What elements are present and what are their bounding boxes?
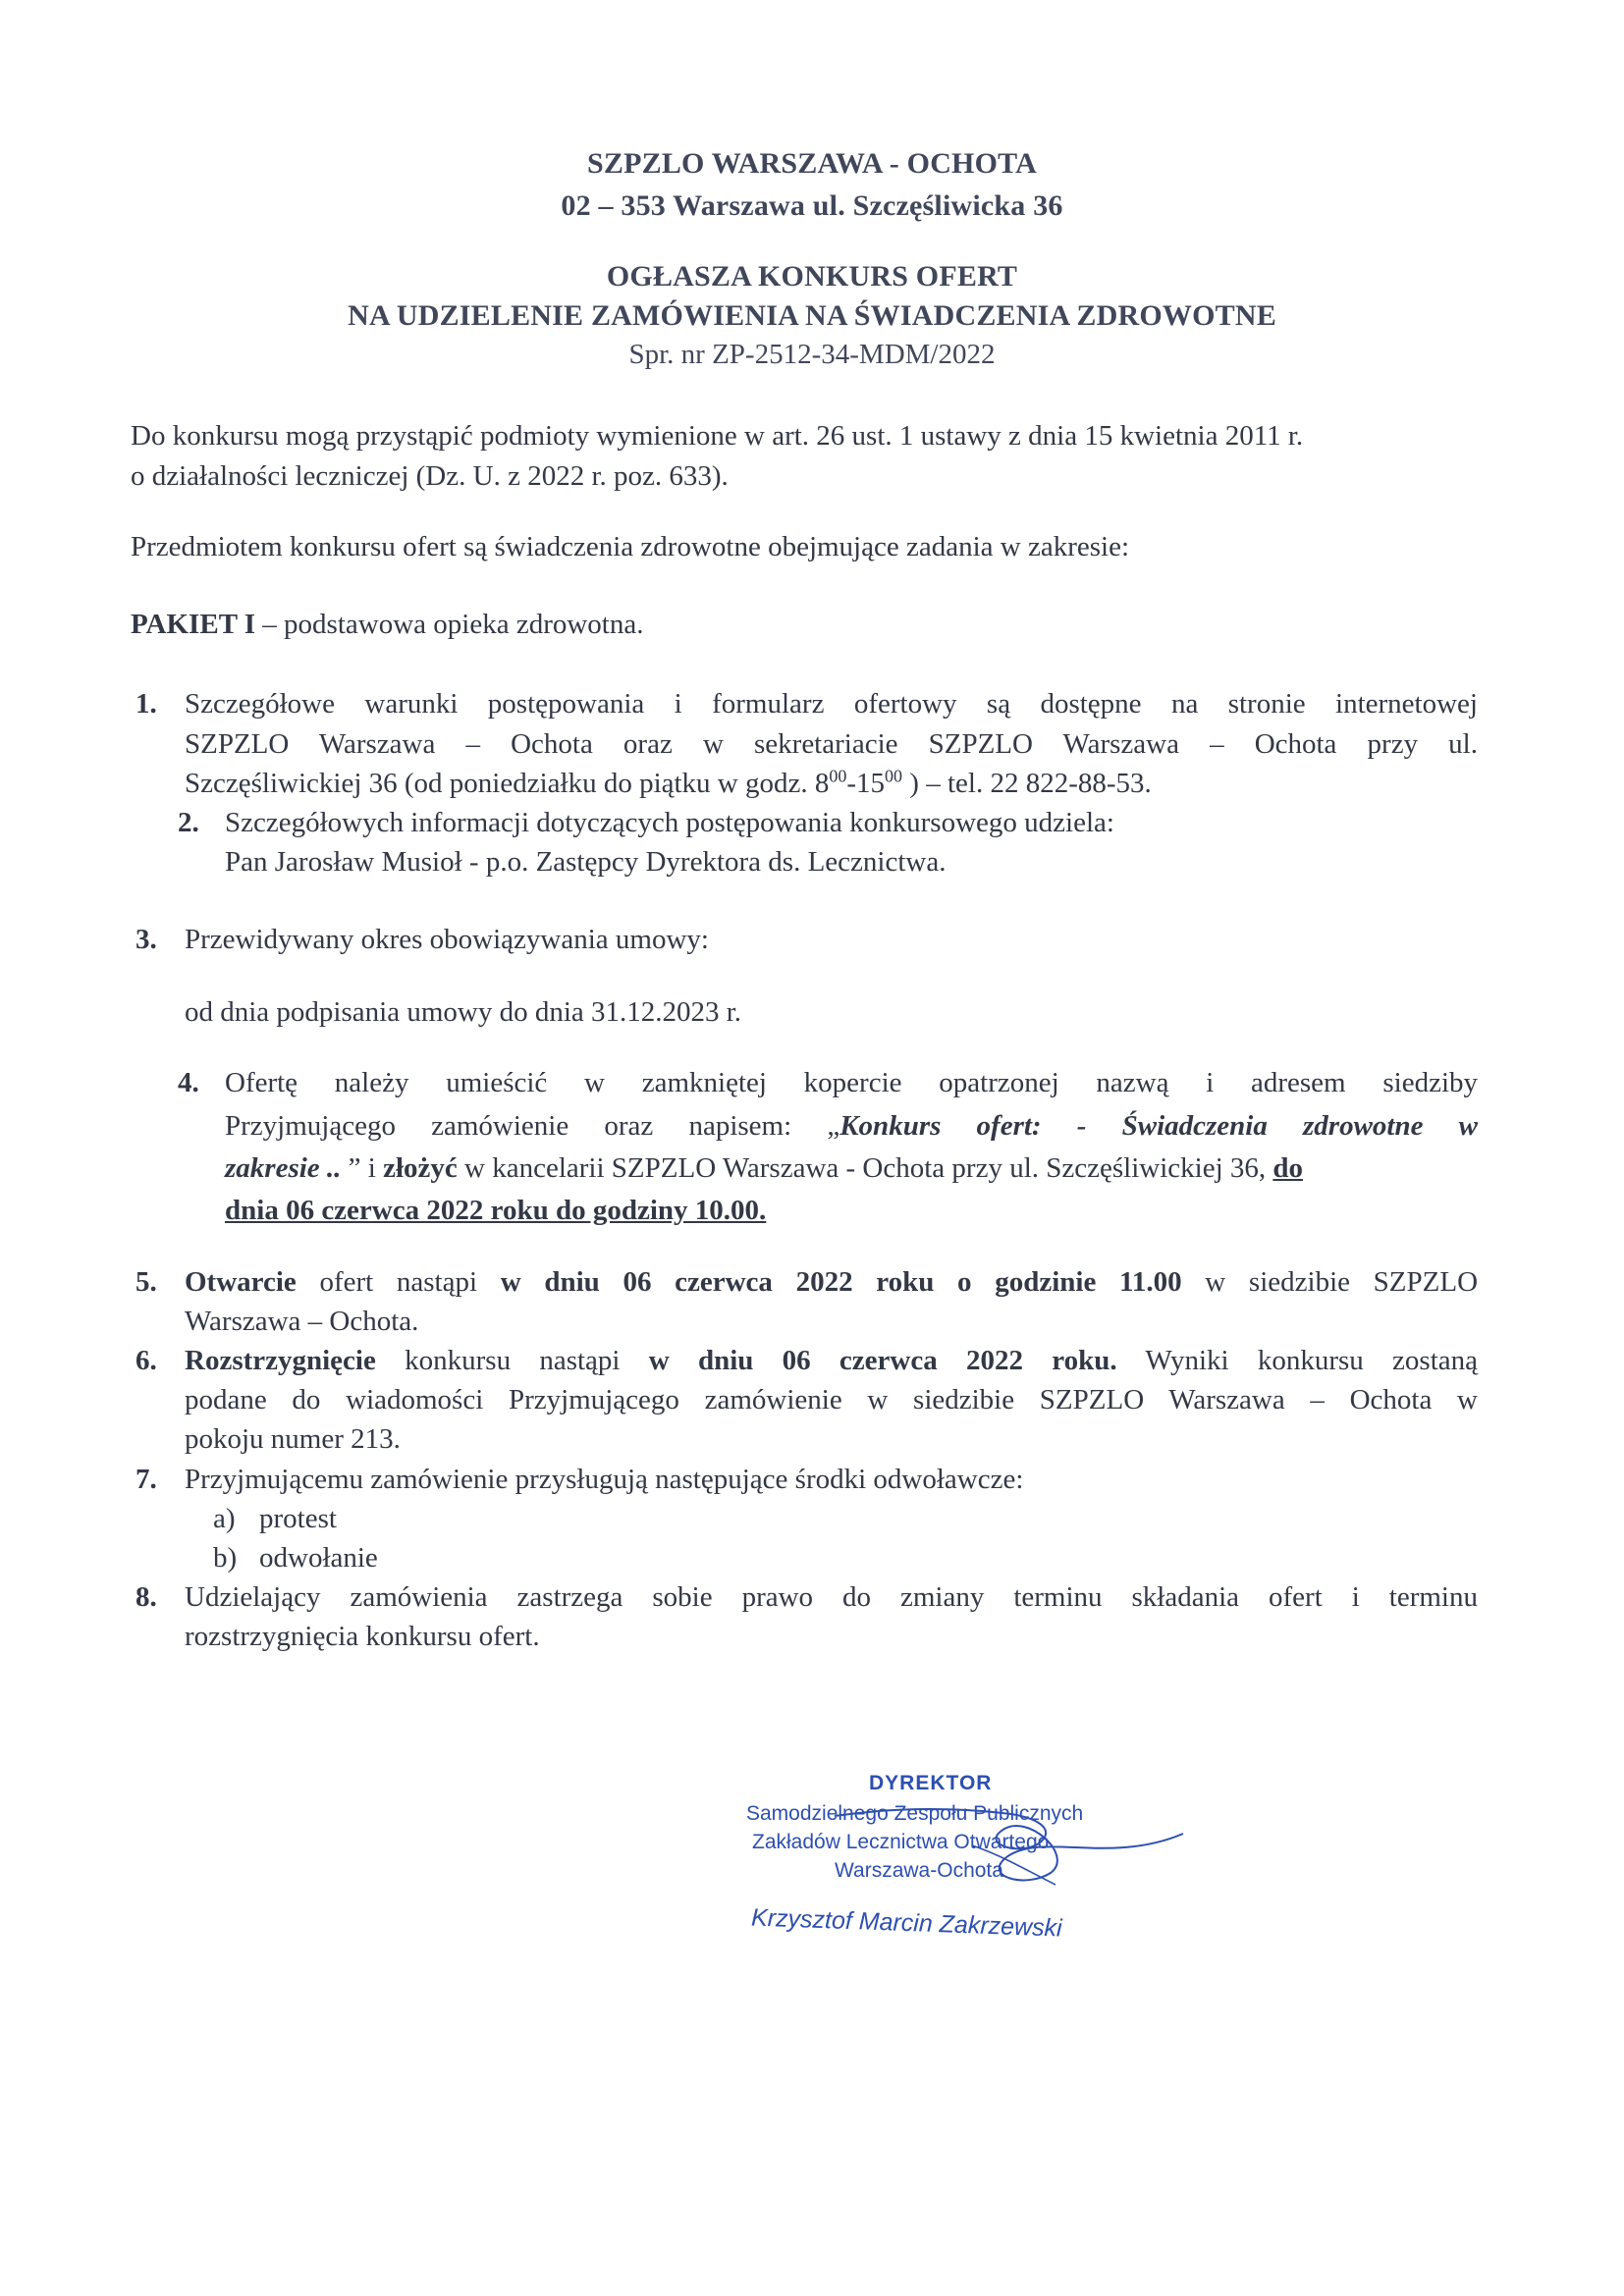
item-4-line-3: zakresie .. ” i złożyć w kancelarii SZPZLO Warszawa - Ochota przy ul. Szczęśliwickiej 36, do [225, 1152, 1304, 1184]
org-address: 02 – 353 Warszawa ul. Szczęśliwicka 36 [561, 189, 1063, 222]
item-3-number: 3. [135, 924, 157, 955]
handwritten-signature [815, 1787, 1188, 1895]
item-6-line-3: pokoju numer 213. [185, 1423, 401, 1455]
package-line [131, 606, 643, 643]
item-5-number: 5. [135, 1266, 157, 1298]
org-name: SZPZLO WARSZAWA - OCHOTA [587, 147, 1037, 180]
item-1-line-1: Szczegółowe warunki postępowania i formularz ofertowy są dostępne na stronie internetowej [185, 688, 1478, 720]
item-4-envelope-label: Konkurs ofert: - Świadczenia zdrowotne w [839, 1110, 1478, 1142]
item-4-line-2 [225, 1107, 1478, 1145]
item-6-line-1: Rozstrzygnięcie konkursu nastąpi w dniu 06 czerwca 2022 roku. Wyniki konkursu zostaną [185, 1345, 1478, 1376]
item-8-number: 8. [135, 1581, 157, 1613]
case-number: Spr. nr ZP-2512-34-MDM/2022 [628, 339, 996, 370]
item-7-number: 7. [135, 1464, 157, 1495]
item-2-line-1: Szczegółowych informacji dotyczących postępowania konkursowego udziela: [225, 807, 1114, 838]
item-1-sup-2: 00 [885, 766, 903, 786]
item-7-option-b-label: b) [213, 1542, 238, 1574]
item-6-number: 6. [135, 1345, 157, 1376]
item-2-line-2: Pan Jarosław Musioł - p.o. Zastępcy Dyrektora ds. Lecznictwa. [225, 846, 947, 878]
item-4-submit: złożyć [383, 1152, 458, 1184]
package-text: – podstawowa opieka zdrowotna. [255, 609, 644, 640]
item-6-line-2: podane do wiadomości Przyjmującego zamówienie w siedzibie SZPZLO Warszawa – Ochota w [185, 1384, 1478, 1415]
package-label: PAKIET I [131, 609, 256, 640]
stamp-line-1: Samodzielnego Zespołu Publicznych [746, 1802, 1084, 1825]
item-1-phone: ) – tel. 22 822-88-53. [902, 768, 1152, 799]
item-4-line-1: Ofertę należy umieścić w zamkniętej kopercie opatrzonej nazwą i adresem siedziby [225, 1067, 1478, 1098]
item-7-line-1: Przyjmującemu zamówienie przysługują następujące środki odwoławcze: [185, 1464, 1024, 1495]
item-7-option-b: odwołanie [259, 1542, 378, 1574]
announcement-title-2: NA UDZIELENIE ZAMÓWIENIA NA ŚWIADCZENIA ZDROWOTNE [348, 299, 1276, 332]
item-8-line-2: rozstrzygnięcia konkursu ofert. [185, 1621, 540, 1652]
stamp-name: Krzysztof Marcin Zakrzewski [750, 1903, 1063, 1943]
item-1-hours-start: Szczęśliwickiej 36 (od poniedziałku do piątku w godz. 8 [185, 768, 830, 799]
item-1-line-3 [185, 765, 1152, 802]
item-4-text-a: Przyjmującego zamówienie oraz napisem: „ [225, 1110, 840, 1142]
announcement-title-1: OGŁASZA KONKURS OFERT [606, 260, 1018, 293]
item-8-line-1: Udzielający zamówienia zastrzega sobie prawo do zmiany terminu składania ofert i terminu [185, 1581, 1478, 1613]
item-5-line-2: Warszawa – Ochota. [185, 1306, 419, 1337]
stamp-line-3: Warszawa-Ochota [835, 1859, 1003, 1882]
item-4-number: 4. [178, 1067, 199, 1098]
item-3-line-2: od dnia podpisania umowy do dnia 31.12.2023 r. [185, 996, 742, 1028]
item-1-sup-1: 00 [829, 766, 847, 786]
intro-line-1: Do konkursu mogą przystąpić podmioty wymienione w art. 26 ust. 1 ustawy z dnia 15 kwietnia 2011 r. [131, 420, 1304, 452]
item-5-line-1: Otwarcie ofert nastąpi w dniu 06 czerwca 2022 roku o godzinie 11.00 w siedzibie SZPZLO [185, 1266, 1479, 1298]
item-3-line-1: Przewidywany okres obowiązywania umowy: [185, 924, 709, 955]
intro-subject: Przedmiotem konkursu ofert są świadczenia zdrowotne obejmujące zadania w zakresie: [131, 531, 1130, 562]
item-1-line-2: SZPZLO Warszawa – Ochota oraz w sekretariacie SZPZLO Warszawa – Ochota przy ul. [185, 728, 1478, 760]
stamp-title: DYREKTOR [869, 1772, 993, 1794]
item-4-envelope-label-end: zakresie .. [225, 1152, 342, 1184]
item-7-option-a: protest [259, 1503, 337, 1534]
stamp-line-2: Zakładów Lecznictwa Otwartego [752, 1831, 1050, 1853]
item-4-deadline: dnia 06 czerwca 2022 roku do godziny 10.00. [225, 1195, 767, 1226]
item-2-number: 2. [178, 807, 199, 838]
intro-line-2: o działalności leczniczej (Dz. U. z 2022 r. poz. 633). [131, 460, 729, 492]
item-1-number: 1. [135, 688, 157, 720]
item-7-option-a-label: a) [213, 1503, 236, 1534]
item-1-hours-end: -15 [846, 768, 886, 799]
